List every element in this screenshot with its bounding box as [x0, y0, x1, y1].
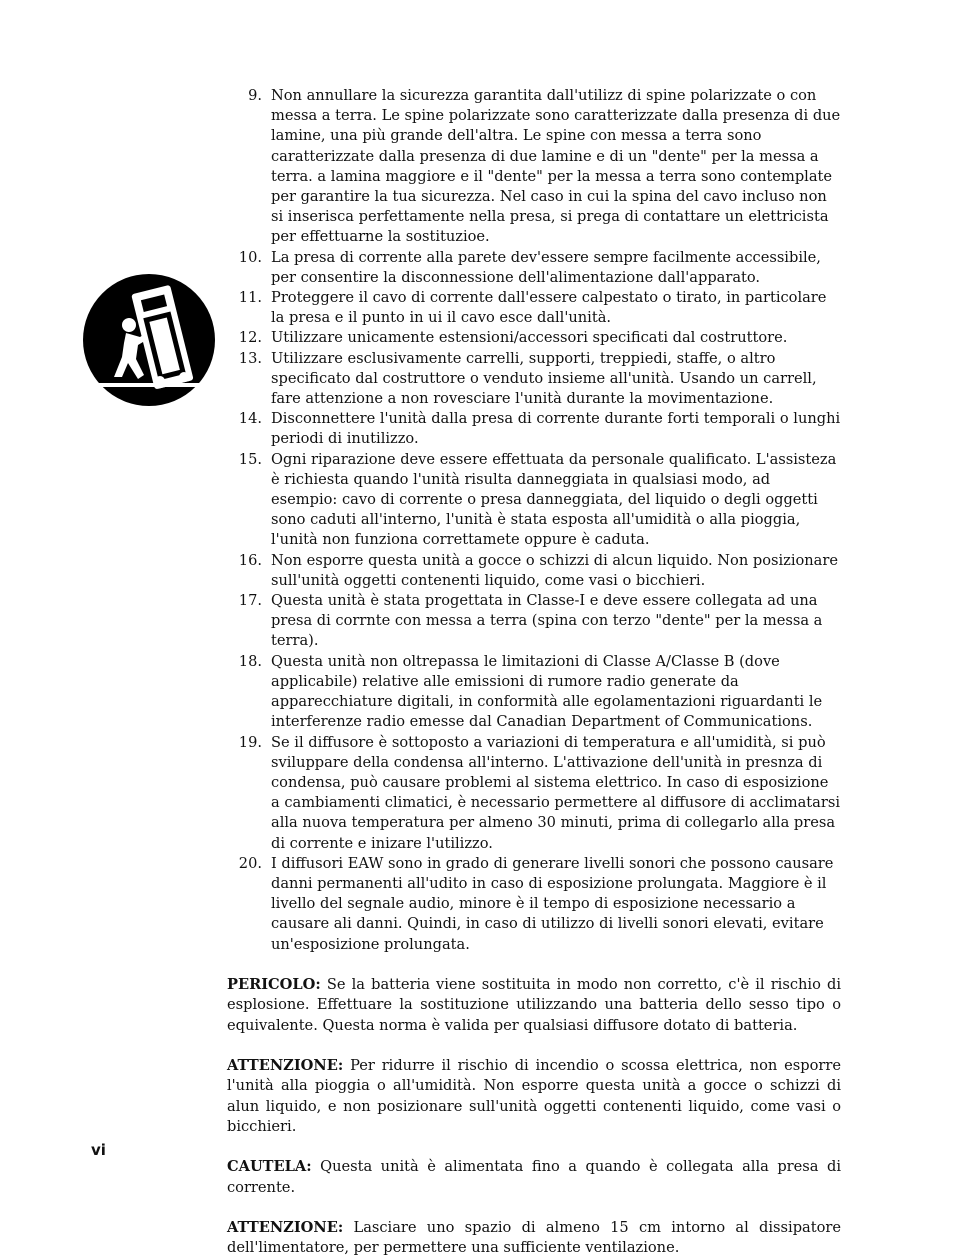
- warning-label: ATTENZIONE:: [227, 1219, 344, 1237]
- item-text: Ogni riparazione deve essere effettuata da personale qualificato. L'assisteza è richiesta quando l'unità risulta danneggiata in qualsiasi modo, ad esempio: cavo di corrente o presa danneggiata, del liquido o degli oggetti sono caduti all'interno, l'unità è stata esposta all'umidità o alla pioggia, l'unità non funziona correttamete oppure è caduta.: [271, 450, 837, 549]
- page-number: vi: [91, 1141, 106, 1159]
- item-text: Questa unità non oltrepassa le limitazioni di Classe A/Classe B (dove applicabile) relative alle emissioni di rumore radio generate da apparecchiature digitali, in conformità alle egolamentazioni riguardanti le interferenze radio emesse dal Canadian Department of Communications.: [271, 652, 823, 731]
- list-item: [227, 248, 841, 288]
- list-item: [227, 450, 841, 551]
- list-item: [227, 591, 841, 652]
- item-text: Disconnettere l'unità dalla presa di corrente durante forti temporali o lunghi periodi di inutilizzo.: [271, 410, 841, 448]
- warning-label: CAUTELA:: [227, 1158, 312, 1176]
- list-item: [227, 328, 841, 348]
- list-item: [227, 551, 841, 591]
- item-text: Se il diffusore è sottoposto a variazioni di temperatura e all'umidità, si può sviluppare della condensa all'interno. L'attivazione dell'unità in presnza di condensa, può causare problemi al sistema elettrico. In caso di esposizione a cambiamenti climatici, è necessario permettere al diffusore di acclimatarsi alla nuova temperatura per almeno 30 minuti, prima di collegarlo alla presa di corrente e inizare l'utilizzo.: [271, 733, 840, 852]
- list-item: [227, 733, 841, 854]
- item-text: Proteggere il cavo di corrente dall'essere calpestato o tirato, in particolare la presa e il punto in ui il cavo esce dall'unità.: [271, 289, 827, 327]
- list-item: [227, 86, 841, 248]
- item-text: Non esporre questa unità a gocce o schizzi di alcun liquido. Non posizionare sull'unità oggetti contenenti liquido, come vasi o bicchieri.: [271, 551, 838, 589]
- cart-tip-over-warning-icon: [82, 273, 216, 407]
- warning-text: Lasciare uno spazio di almeno 15 cm intorno al dissipatore dell'limentatore, per permettere una sufficiente ventilazione.: [227, 1219, 841, 1257]
- warning-attention: [227, 1056, 841, 1137]
- warning-ventilation: [227, 1218, 841, 1258]
- warning-caution: [227, 1157, 841, 1197]
- safety-list: [227, 86, 841, 955]
- warning-danger: [227, 975, 841, 1036]
- item-number: 12.: [238, 329, 262, 347]
- list-item: [227, 349, 841, 410]
- item-number: 18.: [238, 652, 262, 670]
- warning-text: Questa unità è alimentata fino a quando è collegata alla presa di corrente.: [227, 1158, 841, 1196]
- item-number: 14.: [238, 410, 262, 428]
- item-number: 11.: [238, 289, 262, 307]
- item-text: Non annullare la sicurezza garantita dall'utilizz di spine polarizzate o con messa a terra. Le spine polarizzate sono caratterizzate dalla presenza di due lamine, una più grande dell'altra. Le spine con messa a terra sono caratterizzate dalla presenza di due lamine e di un "dente" per la messa a terra. a lamina maggiore e il "dente" per la messa a terra sono contemplate per garantire la tua sicurezza. Nel caso in cui la spina del cavo incluso non si inserisca perfettamente nella presa, si prega di contattare un elettricista per effettuarne la sostituzioe.: [271, 87, 841, 246]
- warning-label: PERICOLO:: [227, 976, 321, 994]
- warning-label: ATTENZIONE:: [227, 1057, 344, 1075]
- item-number: 19.: [238, 733, 262, 751]
- list-item: [227, 652, 841, 733]
- item-number: 9.: [248, 87, 262, 104]
- item-number: 16.: [238, 551, 262, 569]
- item-number: 15.: [238, 450, 262, 468]
- item-number: 10.: [238, 248, 262, 266]
- item-number: 17.: [238, 592, 262, 610]
- list-item: [227, 288, 841, 328]
- item-number: 20.: [238, 854, 262, 872]
- item-text: La presa di corrente alla parete dev'essere sempre facilmente accessibile, per consentire la disconnessione dell'alimentazione dall'apparato.: [271, 248, 821, 286]
- safety-instructions: [227, 86, 841, 1259]
- warning-text: Per ridurre il rischio di incendio o scossa elettrica, non esporre l'unità alla pioggia o all'umidità. Non esporre questa unità a gocce o schizzi di alun liquido, e non posizionare sull'unità oggetti contenenti liquido, come vasi o bicchieri.: [227, 1057, 841, 1135]
- item-number: 13.: [238, 349, 262, 367]
- item-text: Questa unità è stata progettata in Classe-I e deve essere collegata ad una presa di corrnte con messa a terra (spina con terzo "dente" per la messa a terra).: [271, 592, 823, 650]
- list-item: [227, 409, 841, 449]
- warning-text: Se la batteria viene sostituita in modo non corretto, c'è il rischio di esplosione. Effettuare la sostituzione utilizzando una batteria dello sesso tipo o equivalente. Questa norma è valida per qualsiasi diffusore dotato di batteria.: [227, 976, 841, 1034]
- list-item: [227, 854, 841, 955]
- item-text: Utilizzare unicamente estensioni/accessori specificati dal costruttore.: [271, 329, 788, 347]
- item-text: I diffusori EAW sono in grado di generare livelli sonori che possono causare danni permanenti all'udito in caso di esposizione prolungata. Maggiore è il livello del segnale audio, minore è il tempo di esposizione necessario a causare ali danni. Quindi, in caso di utilizzo di livelli sonori elevati, evitare un'esposizione prolungata.: [271, 854, 834, 953]
- item-text: Utilizzare esclusivamente carrelli, supporti, treppiedi, staffe, o altro specificato dal costruttore o venduto insieme all'unità. Usando un carrell, fare attenzione a non rovesciare l'unità durante la movimentazione.: [271, 349, 817, 408]
